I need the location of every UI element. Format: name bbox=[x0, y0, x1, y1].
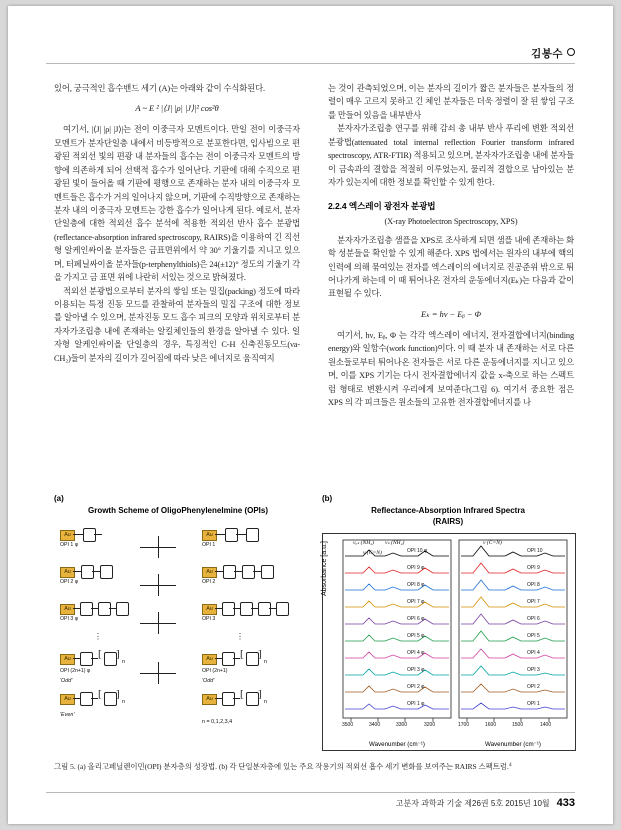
bond-line bbox=[94, 534, 102, 535]
benzene-ring bbox=[80, 692, 93, 706]
panel-b-title-line2: (RAIRS) bbox=[432, 516, 464, 526]
x-tick-label: 1700 bbox=[458, 721, 470, 728]
bond-line bbox=[73, 608, 80, 609]
repeat-brace: [ bbox=[98, 687, 102, 700]
benzene-ring bbox=[98, 602, 111, 616]
panel-b-title-line1: Reflectance-Absorption Infrared Spectra bbox=[371, 506, 525, 515]
section-heading-english: (X-ray Photoelectron Spectroscopy, XPS) bbox=[384, 217, 518, 227]
opi-label: OPI 2 bbox=[202, 578, 216, 585]
gold-substrate-block: Au bbox=[202, 567, 217, 578]
bond-line bbox=[234, 571, 242, 572]
trace-label: OPI 1 bbox=[527, 700, 540, 707]
paragraph: 적외선 분광법으로부터 분자의 쌓임 또는 밀집(packing) 정도에 따라 이용되는 특정 진동 모드를 관찰하여 분자들의 밀집 구조에 대한 정보를 알아낼 수 있으며, 분자진동 모드 흡수 피크의 모양과 위치로부터 분자자가조립층 내에 존재하는 알킬체인들의 환경을 알아낼 수 있다. 일자형 알케인싸이올 단일층의 경우, 특징적인 C-H 신축진동모드(νa-CH₂)들이 분자의 길이가 길어짐에 따라 낮은 에너지로 움직여지 bbox=[54, 286, 300, 363]
bond-line bbox=[215, 658, 222, 659]
benzene-ring bbox=[222, 652, 235, 666]
reaction-arrow bbox=[140, 585, 176, 586]
bond-line bbox=[91, 698, 98, 699]
benzene-ring bbox=[100, 565, 113, 579]
bond-line bbox=[253, 571, 261, 572]
benzene-ring bbox=[81, 565, 94, 579]
trace-label: OPI 2 φ bbox=[407, 683, 425, 690]
benzene-ring bbox=[222, 692, 235, 706]
equation-kinetic-energy: Eₖ = hν − Eᵦ − Φ bbox=[421, 308, 481, 319]
n-range-note: n = 0,1,2,3,4 bbox=[202, 718, 233, 725]
repeat-index-n: n bbox=[122, 658, 125, 665]
x-axis-label-right: Wavenumber (cm⁻¹) bbox=[485, 740, 541, 748]
benzene-ring bbox=[242, 565, 255, 579]
paragraph: 있어, 궁극적인 흡수밴드 세기 (A)는 아래와 같이 수식화된다. bbox=[54, 84, 266, 93]
opi-label: OPI 2 φ bbox=[60, 578, 79, 585]
opi-label: OPI (2n+1) bbox=[202, 667, 228, 674]
rairs-spectra-plot bbox=[322, 533, 576, 751]
figure-panel-a bbox=[54, 494, 302, 734]
caption-reference-sup: 4 bbox=[508, 762, 512, 768]
growth-scheme-diagram bbox=[54, 522, 302, 734]
peak-annotation: ν (C=N) bbox=[363, 549, 382, 556]
bond-line bbox=[73, 534, 83, 535]
bond-line bbox=[269, 608, 276, 609]
gold-substrate-block: Au bbox=[60, 530, 75, 541]
gold-substrate-block: Au bbox=[60, 567, 75, 578]
benzene-ring bbox=[80, 602, 93, 616]
parity-label-odd: 'Odd' bbox=[202, 677, 215, 684]
bullet-icon bbox=[567, 48, 575, 56]
x-tick-label: 1500 bbox=[512, 721, 524, 728]
trace-label: OPI 8 bbox=[527, 581, 540, 588]
equation-absorbance: A ~ E ² |⟨J| |ρ| |J⟩|² cos²θ bbox=[135, 103, 219, 114]
bond-line bbox=[215, 608, 222, 609]
panel-a-label: (a) bbox=[54, 494, 64, 503]
trace-label: OPI 3 φ bbox=[407, 666, 425, 673]
repeat-brace: ] bbox=[116, 647, 120, 660]
trace-label: OPI 6 bbox=[527, 615, 540, 622]
repeat-brace: [ bbox=[240, 687, 244, 700]
trace-label: OPI 5 φ bbox=[407, 632, 425, 639]
caption-text: 그림 5. (a) 올리고페닐렌이민(OPI) 분자층의 성장법. (b) 각 단일분자층에 있는 주요 작용기의 적외선 흡수 세기 변화를 보여주는 RAIRS 스펙트럼. bbox=[54, 762, 509, 771]
running-head-author bbox=[531, 46, 575, 61]
bond-line bbox=[236, 534, 246, 535]
benzene-ring bbox=[261, 565, 274, 579]
trace-label: OPI 5 bbox=[527, 632, 540, 639]
trace-label: OPI 2 bbox=[527, 683, 540, 690]
trace-label: OPI 3 bbox=[527, 666, 540, 673]
benzene-ring bbox=[223, 565, 236, 579]
bond-line bbox=[215, 534, 225, 535]
paragraph: 여기서, hν, Eᵦ, Φ 는 각각 엑스레이 에너지, 전자결합에너지(binding energy)와 일함수(work function)이다. 이 때 분자 내 존재하는 서로 다른 원소들로부터 튀어나온 전자들은 서로 다른 운동에너지를 지니고 있으며, 이를 XPS 기기는 다시 전자결합에너지 값을 x-축으로 하는 스펙트럼 형태로 변환시켜 우리에게 보여준다(그림 6). 여기서 중요한 점은 XPS 의 각 피크들은 원소들의 고유한 전자결합에너지를 나 bbox=[328, 330, 574, 407]
gold-substrate-block: Au bbox=[202, 604, 217, 615]
gold-substrate-block: Au bbox=[60, 654, 75, 665]
opi-label: OPI (2n+1) φ bbox=[60, 667, 91, 674]
benzene-ring bbox=[258, 602, 271, 616]
bond-line bbox=[215, 698, 222, 699]
paragraph: 분자자가조립층 연구를 위해 감쇠 총 내부 반사 푸리에 변환 적외선 분광법(attenuated total internal reflection Fourier transform infrared spectroscopy, ATR-FTIR) 적용되고 있으며, 분자자가조립층 내에 분자들이 금속과의 결합을 적절히 이루었는지, 물리적 결합으로 남아있는 분자가 있는지에 대한 정보를 확인할 수 있게 한다. bbox=[328, 124, 574, 188]
opi-label: OPI 1 φ bbox=[60, 541, 79, 548]
x-tick-label: 1400 bbox=[540, 721, 552, 728]
trace-label: OPI 7 φ bbox=[407, 598, 425, 605]
bond-line bbox=[91, 658, 98, 659]
document-page bbox=[8, 6, 613, 824]
bond-line bbox=[251, 608, 258, 609]
benzene-ring bbox=[83, 528, 96, 542]
bond-line bbox=[91, 608, 98, 609]
gold-substrate-block: Au bbox=[202, 530, 217, 541]
trace-label: OPI 4 bbox=[527, 649, 540, 656]
opi-label: OPI 1 bbox=[202, 541, 216, 548]
right-column bbox=[328, 82, 574, 409]
peak-annotation: νₐₛ (NH₂) bbox=[353, 539, 375, 546]
author-name: 김봉수 bbox=[531, 48, 563, 60]
repeat-brace: [ bbox=[240, 647, 244, 660]
bond-line bbox=[233, 658, 240, 659]
benzene-ring bbox=[225, 528, 238, 542]
panel-a-title: Growth Scheme of OligoPhenyleneImine (OPIs) bbox=[87, 506, 269, 515]
trace-label: OPI 8 φ bbox=[407, 581, 425, 588]
vertical-ellipsis: ⋮ bbox=[94, 631, 102, 641]
trace-label: OPI 10 bbox=[527, 547, 543, 554]
paragraph: 여기서, |⟨J| |ρ| |J⟩|는 전이 이중극자 모멘트이다. 만일 전이 이중극자 모멘트가 분자단일층 내에서 비등방적으로 분포한다면, 입사빔으로 편광된 적외선 빛의 편광 내 분자들의 흡수는 전이 이중극자 모멘트의 방향에 의존하게 되어 선택적 흡수가 일어난다. 기판에 대해 수직으로 편광된 빛이 들어올 때 기판에 평행으로 존재하는 분자 내의 이중극자 모멘트들은 흡수가 거의 일어나지 않으며, 기판에 수직방향으로 존재하는 분자 내의 이중극자 모멘트는 강한 흡수가 일어나게 된다. 예로서, 분자단일층에 대한 적외선 흡수 분석에 적용한 적외선 반사 흡수 분광법(reflectance-absorption infrared spectroscopy, RAIRS)을 이용하여 긴 직선형 알케인싸이올 분자들은 금표면위에서 약 30° 기울기를 지니고 있으며, 터페닐싸이올 분자들(p-terphenylthiols)은 24(±12)° 정도의 기울기 각을 가지고 금 표면 위에 나란히 서있는 것으로 밝혀졌다. bbox=[54, 125, 300, 283]
figure-panel-b bbox=[322, 494, 574, 751]
panel-b-label: (b) bbox=[322, 494, 333, 503]
benzene-ring bbox=[240, 602, 253, 616]
trace-label: OPI 1 φ bbox=[407, 700, 425, 707]
reaction-arrow bbox=[140, 623, 176, 624]
trace-label: OPI 9 bbox=[527, 564, 540, 571]
repeat-index-n: n bbox=[264, 658, 267, 665]
opi-label: OPI 3 bbox=[202, 615, 216, 622]
section-heading: 2.2.4 엑스레이 광전자 분광법 bbox=[328, 200, 436, 211]
bond-line bbox=[109, 608, 116, 609]
left-column bbox=[54, 82, 300, 365]
trace-label: OPI 10 φ bbox=[407, 547, 428, 554]
x-tick-label: 3400 bbox=[369, 721, 381, 728]
bond-line bbox=[73, 658, 80, 659]
repeat-index-n: n bbox=[264, 698, 267, 705]
parity-label-odd: 'Odd' bbox=[60, 677, 73, 684]
gold-substrate-block: Au bbox=[202, 654, 217, 665]
peak-annotation: ν (C=N) bbox=[483, 539, 502, 546]
repeat-brace: ] bbox=[258, 647, 262, 660]
trace-label: OPI 4 φ bbox=[407, 649, 425, 656]
x-tick-label: 3500 bbox=[342, 721, 354, 728]
bond-line bbox=[233, 698, 240, 699]
panel-b-title bbox=[322, 506, 574, 528]
reaction-arrow bbox=[140, 547, 176, 548]
repeat-brace: [ bbox=[98, 647, 102, 660]
repeat-brace: ] bbox=[116, 687, 120, 700]
page-number: 433 bbox=[556, 797, 575, 809]
benzene-ring bbox=[116, 602, 129, 616]
footer-divider bbox=[46, 792, 575, 793]
vertical-ellipsis: ⋮ bbox=[236, 631, 244, 641]
paragraph: 분자자가조립층 샘플을 XPS로 조사하게 되면 샘플 내에 존재하는 화학 성분들을 확인할 수 있게 해준다. XPS 법에서는 원자의 내부에 핵의 인력에 의해 묶여있는 전자를 엑스레이의 에너지로 진공준위 밖으로 튀어나가게 하는데 이 때 튀어나온 전자의 운동에너지(Eₖ)는 다음과 같이 표현될 수 있다. bbox=[328, 235, 574, 299]
gold-substrate-block: Au bbox=[60, 694, 75, 705]
gold-substrate-block: Au bbox=[202, 694, 217, 705]
reaction-arrow bbox=[140, 673, 176, 674]
y-axis-label: Absorbance [a.u.] bbox=[321, 540, 328, 596]
footer bbox=[396, 797, 575, 809]
trace-label: OPI 9 φ bbox=[407, 564, 425, 571]
bond-line bbox=[73, 571, 81, 572]
x-tick-label: 1600 bbox=[485, 721, 497, 728]
x-tick-label: 3200 bbox=[424, 721, 436, 728]
peak-annotation: νₛ (NH₂) bbox=[385, 539, 405, 546]
parity-label-even: 'Even' bbox=[60, 711, 75, 718]
benzene-ring bbox=[246, 528, 259, 542]
trace-label: OPI 6 φ bbox=[407, 615, 425, 622]
repeat-brace: ] bbox=[258, 687, 262, 700]
bond-line bbox=[92, 571, 100, 572]
benzene-ring bbox=[222, 602, 235, 616]
repeat-index-n: n bbox=[122, 698, 125, 705]
bond-line bbox=[233, 608, 240, 609]
journal-info: 고분자 과학과 기술 제26권 5호 2015년 10월 bbox=[395, 799, 550, 808]
body-columns bbox=[54, 82, 574, 409]
gold-substrate-block: Au bbox=[60, 604, 75, 615]
x-tick-label: 3300 bbox=[396, 721, 408, 728]
bond-line bbox=[215, 571, 223, 572]
figure-5 bbox=[54, 494, 574, 752]
benzene-ring bbox=[80, 652, 93, 666]
opi-label: OPI 3 φ bbox=[60, 615, 79, 622]
figure-caption bbox=[54, 761, 574, 772]
header-divider bbox=[46, 63, 575, 64]
paragraph: 는 것이 관측되었으며, 이는 분자의 길이가 짧은 분자들은 분자들의 정렬이 매우 고르지 못하고 긴 체인 분자들은 더욱 정렬이 잘 된 쌓임 구조를 만들어 있음을 내부반사 bbox=[328, 84, 574, 120]
benzene-ring bbox=[276, 602, 289, 616]
trace-label: OPI 7 bbox=[527, 598, 540, 605]
x-axis-label-left: Wavenumber (cm⁻¹) bbox=[369, 740, 425, 748]
bond-line bbox=[73, 698, 80, 699]
